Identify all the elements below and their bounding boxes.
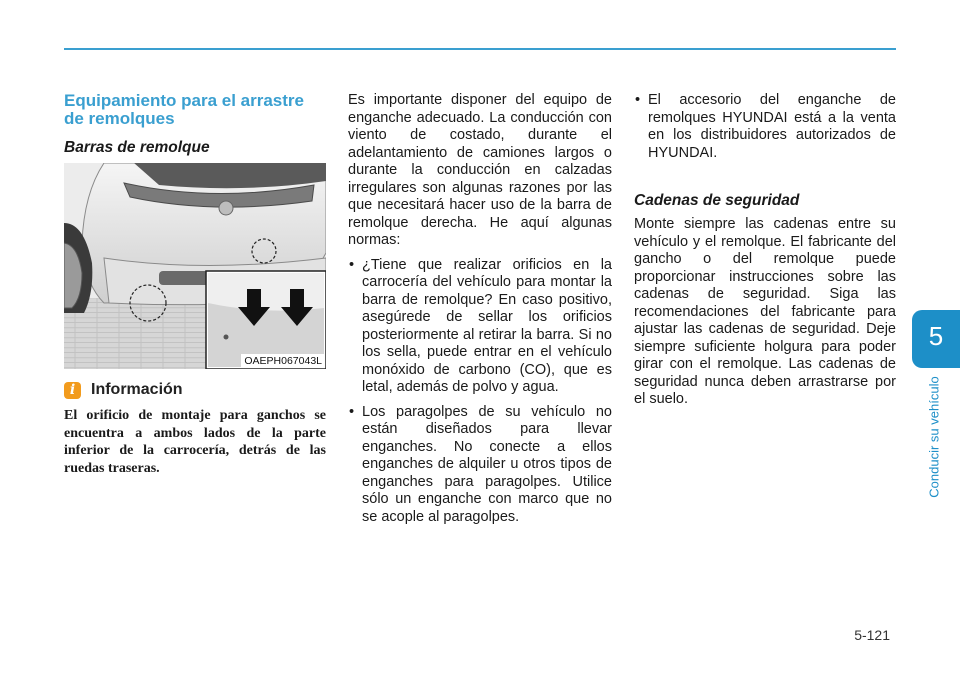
info-title: Información: [91, 381, 183, 398]
list-item: [348, 257, 612, 397]
subheading-safety-chains: Cadenas de seguridad: [634, 192, 800, 209]
safety-chains-paragraph: Monte siempre las cadenas entre su vehículo y el remolque. El fabricante del gancho o del remolque puede proporcionar instrucciones sobre las cadenas de seguridad. Siga las recomendaciones del fabricante para ajustar las cadenas de seguridad. Deje siempre suficiente holgura para poder girar con el remolque. Las cadenas de seguridad nunca deben arrastrarse por el suelo.: [634, 216, 896, 407]
info-body: El orificio de montaje para ganchos se encuentra a ambos lados de la parte inferior de la carrocería, detrás de las ruedas traseras.: [64, 408, 326, 476]
bullet-icon: •: [349, 256, 355, 273]
section-title: Equipamiento para el arrastre de remolques: [64, 91, 304, 128]
intro-paragraph: Es importante disponer del equipo de enganche adecuado. La conducción con viento de costado, durante el adelantamiento de camiones largos o durante la conducción en calzadas irregulares son algunas razones por las que necesitará hacer uso de la barra de remolque derecha. He aquí algunas normas:: [348, 92, 612, 248]
bullet-icon: •: [349, 403, 355, 420]
car-rear-drawing: [64, 163, 326, 369]
list-item: [348, 404, 612, 527]
subheading-tow-bars: Barras de remolque: [64, 139, 210, 156]
accessory-list: [634, 92, 896, 162]
chapter-title: [921, 368, 947, 506]
header-rule: [64, 48, 896, 50]
info-icon: i: [64, 382, 81, 399]
image-code: OAEPH067043L: [241, 354, 325, 368]
list-item-text: ¿Tiene que realizar orificios en la carrocería del vehículo para montar la barra de remolque? En caso positivo, asegúrede de sellar los orificios posteriormente al retirar la barra. Si no los sella, puede entrar en el vehículo monóxido de carbono (CO), que es letal, además de polvo y agua.: [362, 256, 612, 395]
chapter-number: 5: [928, 321, 944, 351]
chapter-title-text: Conducir su vehículo: [926, 376, 942, 498]
info-header: [64, 381, 326, 399]
column-2: [348, 92, 612, 526]
bullet-icon: •: [635, 92, 641, 108]
list-item-text: Los paragolpes de su vehículo no están diseñados para llevar enganches. No conecte a ellos enganches de alquiler u otros tipos de enganches para paragolpes. Utilice sólo un enganche con marco que no se acople al paragolpes.: [362, 403, 612, 525]
chapter-tab[interactable]: [912, 310, 960, 368]
rules-list: [348, 257, 612, 527]
column-1: [64, 92, 326, 477]
tow-bar-illustration: [64, 163, 326, 369]
page-number: 5-121: [854, 627, 890, 643]
list-item: [634, 92, 896, 162]
column-3: [634, 92, 896, 409]
list-item-text: El accesorio del enganche de remolques HYUNDAI está a la venta en los distribuidores autorizados de HYUNDAI.: [648, 92, 896, 161]
